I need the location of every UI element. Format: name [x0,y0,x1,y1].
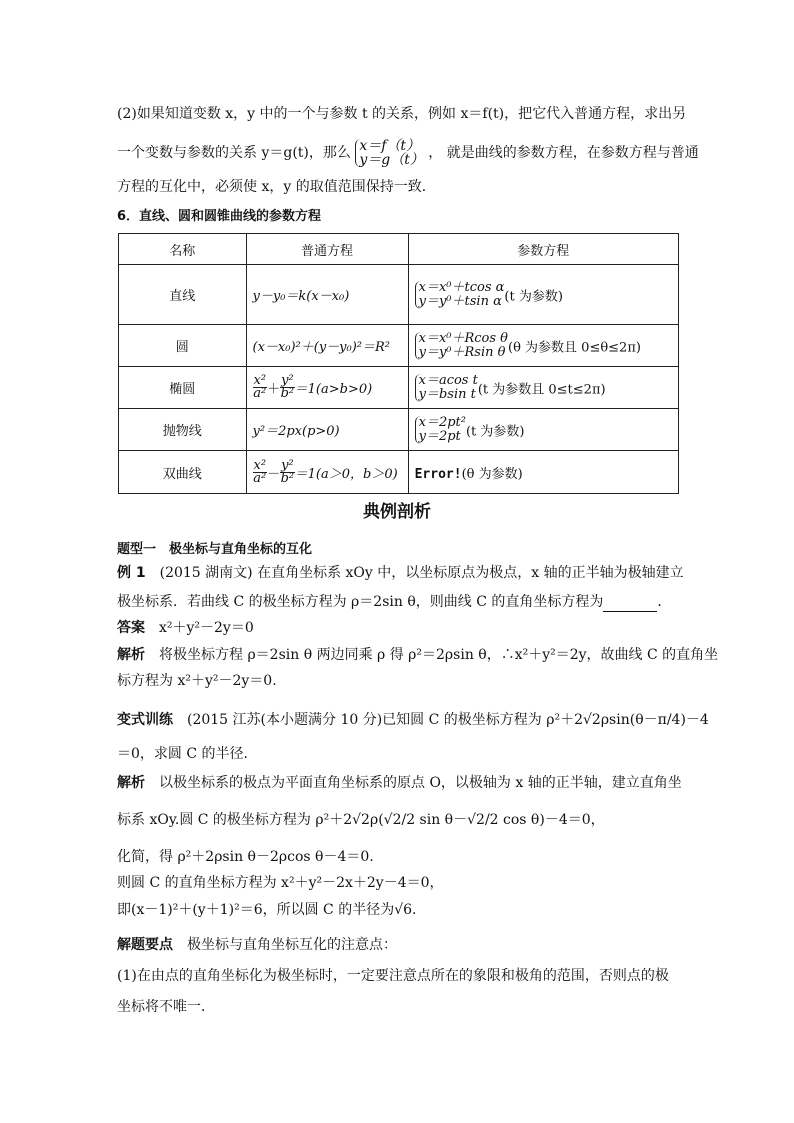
op-plus: ＋ [267,382,281,397]
keypoints-line-3: 坐标将不唯一． [117,999,215,1015]
type1-title: 题型一 极坐标与直角坐标的互化 [117,542,313,557]
analysis-line-2: 标方程为 x²＋y²－2y＝0. [117,673,277,689]
example-label: 例 1 [117,565,146,581]
variant-text-1: (2015 江苏(本小题满分 10 分)已知圆 C 的极坐标方程为 ρ²＋2√2ρsin(θ－π/4)－4 [173,712,709,728]
fraction-x2-a2 [253,375,268,400]
parametric-equation-table [118,233,679,494]
row-parametric-circle [408,325,678,367]
table-row [119,325,679,367]
table-row [119,409,679,451]
table-row [119,265,679,325]
example1-line-1 [117,563,682,583]
intro-line-3: 方程的互化中，必须使 x，y 的取值范围保持一致． [117,179,436,195]
table-row [119,451,679,494]
example1-text-1: (2015 湖南文) 在直角坐标系 xOy 中，以坐标原点为极点，x 轴的正半轴为极轴建立 [145,565,684,581]
eq-tail: ＝1(a＞0，b＞0) [294,466,398,482]
param-note-hyperbola: (θ 为参数) [461,466,523,482]
answer-blank [603,597,657,612]
intro-line-2-comma: ， [428,145,443,161]
variant-line-2: ＝0，求圆 C 的半径． [117,746,258,762]
intro-param-y: y＝g（t） [359,152,424,168]
variant-analysis-label: 解析 [117,775,145,791]
frac-den: b² [280,470,295,486]
param-y-ellipse: y＝bsin t [418,386,476,402]
variant-line-1 [117,710,709,730]
header-parametric: 参数方程 [408,234,678,265]
intro-line-2-text-b: 就是曲线的参数方程，在参数方程与普通 [446,145,699,161]
intro-param-x: x＝f（t） [359,138,421,154]
frac-den: a² [253,386,267,401]
intro-line-2-text-a: 一个变数与参数的关系 y＝g(t)，那么 [117,145,351,161]
section-heading: 典例剖析 [363,502,431,522]
row-parametric-parabola [408,409,678,451]
analysis-label: 解析 [117,647,145,663]
frac-den: a² [253,470,267,486]
param-x-line: x＝x⁰＋tcos α [418,279,505,295]
header-ordinary: 普通方程 [246,234,408,265]
param-x-parabola: x＝2pt² [418,414,466,430]
frac-num: y² [281,373,294,388]
param-system-ellipse [415,374,478,402]
param-system-parabola [415,416,466,444]
param-y-parabola: y＝2pt [418,428,461,444]
table-header-row [119,234,679,265]
row-name-ellipse: 椭圆 [119,367,247,409]
row-ordinary-circle: (x－x₀)²＋(y－y₀)²＝R² [246,325,408,367]
header-name: 名称 [119,234,247,265]
frac-num: x² [253,373,267,388]
fraction-y2-b2 [280,375,295,400]
intro-line-1: (2)如果知道变数 x，y 中的一个与参数 t 的关系，例如 x＝f(t)，把它代入普通方程，求出另 [117,106,687,122]
param-y-line: y＝y⁰＋tsin α [418,293,502,309]
fraction-x2-a2 [253,457,268,486]
intro-param-system [355,139,424,167]
keypoints-label: 解题要点 [117,937,173,953]
variant-line-4: 标系 xOy.圆 C 的极坐标方程为 ρ²＋2√2ρ(√2/2 sin θ－√2/2 cos θ)－4＝0， [117,812,605,828]
row-parametric-hyperbola [408,451,678,494]
row-name-line: 直线 [119,265,247,325]
frac-den: b² [280,386,295,401]
section-6-title: 6．直线、圆和圆锥曲线的参数方程 [117,209,322,224]
keypoints-line-1 [117,935,682,955]
keypoints-text-1: 极坐标与直角坐标互化的注意点： [173,937,397,953]
intro-line-2 [117,138,699,168]
answer-label: 答案 [117,620,145,636]
op-minus: － [267,466,281,482]
row-parametric-line [408,265,678,325]
row-ordinary-ellipse [246,367,408,409]
param-note-parabola: (t 为参数) [465,424,525,439]
row-ordinary-line: y－y₀＝k(x－x₀) [246,265,408,325]
eq-tail: ＝1(a>b>0) [294,382,373,397]
keypoints-line-2: (1)在由点的直角坐标化为极坐标时，一定要注意点所在的象限和极角的范围，否则点的极 [117,968,669,984]
example1-text-2: 极坐标系．若曲线 C 的极坐标方程为 ρ＝2sin θ，则曲线 C 的直角坐标方程为 [117,594,604,610]
fraction-y2-b2 [280,457,295,486]
row-name-circle: 圆 [119,325,247,367]
frac-num: y² [281,457,294,473]
param-x-ellipse: x＝acos t [418,372,478,388]
analysis-line-1 [117,645,719,665]
row-ordinary-parabola: y²＝2px(p>0) [246,409,408,451]
table-row [119,367,679,409]
variant-line-6: 则圆 C 的直角坐标方程为 x²＋y²－2x＋2y－4＝0， [117,875,444,891]
analysis-text-1: 将极坐标方程 ρ＝2sin θ 两边同乘 ρ 得 ρ²＝2ρsin θ，∴x²＋y²＝2y，故曲线 C 的直角坐 [145,647,719,663]
variant-line-3 [117,773,682,793]
answer-line [117,618,682,638]
frac-num: x² [253,457,267,473]
variant-line-5: 化简，得 ρ²＋2ρsin θ－2ρcos θ－4＝0. [117,849,374,865]
answer-text: x²＋y²－2y＝0 [145,620,254,636]
param-note-line: (t 为参数) [504,289,563,304]
row-name-hyperbola: 双曲线 [119,451,247,494]
param-system-circle [415,332,508,360]
row-name-parabola: 抛物线 [119,409,247,451]
param-system-line [415,281,505,309]
error-text: Error! [414,466,462,482]
param-y-circle: y＝y⁰＋Rsin θ [418,344,506,360]
variant-line-7: 即(x－1)²＋(y＋1)²＝6，所以圆 C 的半径为√6. [117,902,417,918]
param-x-circle: x＝x⁰＋Rcos θ [418,330,509,346]
row-parametric-ellipse [408,367,678,409]
row-ordinary-hyperbola [246,451,408,494]
param-note-circle: (θ 为参数且 0≤θ≤2π) [508,340,641,355]
example1-line-2 [117,592,682,612]
variant-label: 变式训练 [117,712,173,728]
variant-text-3: 以极坐标系的极点为平面直角坐标系的原点 O，以极轴为 x 轴的正半轴，建立直角坐 [145,775,682,791]
param-note-ellipse: (t 为参数且 0≤t≤2π) [477,382,606,397]
example1-end: ． [657,594,672,610]
